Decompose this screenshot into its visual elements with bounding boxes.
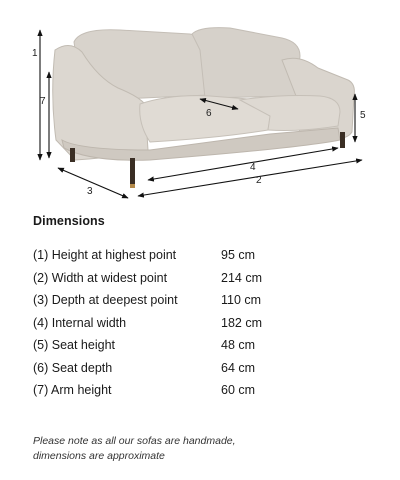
dimension-value: 214 cm xyxy=(221,270,262,285)
label-3: 3 xyxy=(87,186,93,197)
dimension-label: (6) Seat depth xyxy=(33,360,113,375)
label-4: 4 xyxy=(250,162,256,173)
dimension-value: 48 cm xyxy=(221,338,256,353)
leg-back-right xyxy=(340,132,345,148)
dimension-value: 60 cm xyxy=(221,383,256,398)
label-6: 6 xyxy=(206,108,212,119)
sofa-illustration xyxy=(53,28,355,188)
dimension-label: (3) Depth at deepest point xyxy=(33,293,178,308)
dimensions-list xyxy=(33,244,262,402)
dimension-value: 64 cm xyxy=(221,360,256,375)
dimension-row-depth xyxy=(33,289,262,312)
handmade-note xyxy=(33,434,363,464)
label-7: 7 xyxy=(40,96,46,107)
dimensions-title: Dimensions xyxy=(33,214,105,228)
dimension-row-height xyxy=(33,244,262,267)
leg-front-right xyxy=(130,158,135,188)
leg-front-left xyxy=(70,148,75,162)
sofa-dimension-diagram xyxy=(0,0,400,210)
dimension-label: (2) Width at widest point xyxy=(33,270,168,285)
dimension-row-arm-height xyxy=(33,379,262,402)
dimension-value: 182 cm xyxy=(221,315,262,330)
label-5: 5 xyxy=(360,110,366,121)
dimension-label: (4) Internal width xyxy=(33,315,127,330)
dimension-row-width xyxy=(33,267,262,290)
dimension-row-seat-height xyxy=(33,334,262,357)
note-line-1: Please note as all our sofas are handmade, xyxy=(33,435,236,447)
label-2: 2 xyxy=(256,175,262,186)
dimension-label: (5) Seat height xyxy=(33,338,115,353)
dimension-label: (1) Height at highest point xyxy=(33,248,177,263)
note-line-2: dimensions are approximate xyxy=(33,450,165,462)
dimension-row-internal-width xyxy=(33,312,262,335)
dimension-value: 95 cm xyxy=(221,248,256,263)
label-1: 1 xyxy=(32,48,38,59)
dimension-label: (7) Arm height xyxy=(33,383,112,398)
arrow-depth-3 xyxy=(58,168,128,198)
dimension-row-seat-depth xyxy=(33,357,262,380)
dimension-value: 110 cm xyxy=(221,293,262,308)
